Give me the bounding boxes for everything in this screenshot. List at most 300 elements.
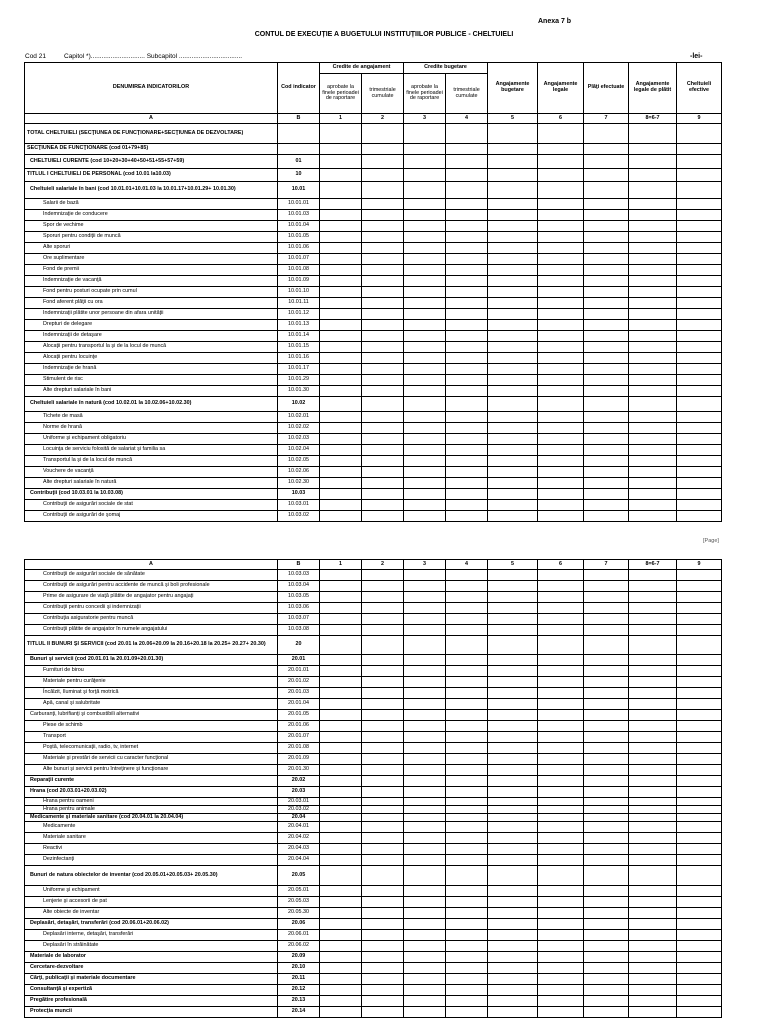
value-cell[interactable] xyxy=(362,974,404,985)
value-cell[interactable] xyxy=(446,776,488,787)
value-cell[interactable] xyxy=(584,423,629,434)
value-cell[interactable] xyxy=(629,603,677,614)
value-cell[interactable] xyxy=(538,592,584,603)
value-cell[interactable] xyxy=(629,287,677,298)
value-cell[interactable] xyxy=(538,199,584,210)
value-cell[interactable] xyxy=(488,298,538,309)
value-cell[interactable] xyxy=(404,806,446,814)
value-cell[interactable] xyxy=(320,489,362,500)
value-cell[interactable] xyxy=(404,342,446,353)
value-cell[interactable] xyxy=(629,412,677,423)
value-cell[interactable] xyxy=(446,276,488,287)
value-cell[interactable] xyxy=(488,787,538,798)
value-cell[interactable] xyxy=(404,254,446,265)
value-cell[interactable] xyxy=(362,169,404,182)
value-cell[interactable] xyxy=(629,511,677,522)
value-cell[interactable] xyxy=(446,412,488,423)
value-cell[interactable] xyxy=(446,814,488,822)
value-cell[interactable] xyxy=(404,985,446,996)
value-cell[interactable] xyxy=(404,276,446,287)
value-cell[interactable] xyxy=(538,765,584,776)
value-cell[interactable] xyxy=(362,254,404,265)
value-cell[interactable] xyxy=(584,765,629,776)
value-cell[interactable] xyxy=(538,182,584,199)
value-cell[interactable] xyxy=(629,814,677,822)
value-cell[interactable] xyxy=(446,423,488,434)
value-cell[interactable] xyxy=(677,844,722,855)
value-cell[interactable] xyxy=(404,478,446,489)
value-cell[interactable] xyxy=(584,581,629,592)
value-cell[interactable] xyxy=(629,776,677,787)
value-cell[interactable] xyxy=(629,677,677,688)
value-cell[interactable] xyxy=(538,721,584,732)
value-cell[interactable] xyxy=(320,511,362,522)
value-cell[interactable] xyxy=(488,434,538,445)
value-cell[interactable] xyxy=(488,603,538,614)
value-cell[interactable] xyxy=(584,182,629,199)
value-cell[interactable] xyxy=(677,210,722,221)
value-cell[interactable] xyxy=(404,666,446,677)
value-cell[interactable] xyxy=(584,908,629,919)
value-cell[interactable] xyxy=(584,787,629,798)
value-cell[interactable] xyxy=(320,199,362,210)
value-cell[interactable] xyxy=(584,124,629,144)
value-cell[interactable] xyxy=(446,144,488,155)
value-cell[interactable] xyxy=(446,298,488,309)
value-cell[interactable] xyxy=(488,320,538,331)
value-cell[interactable] xyxy=(320,375,362,386)
value-cell[interactable] xyxy=(677,688,722,699)
value-cell[interactable] xyxy=(629,581,677,592)
value-cell[interactable] xyxy=(488,732,538,743)
value-cell[interactable] xyxy=(538,445,584,456)
value-cell[interactable] xyxy=(404,996,446,1007)
value-cell[interactable] xyxy=(538,232,584,243)
value-cell[interactable] xyxy=(629,342,677,353)
value-cell[interactable] xyxy=(677,625,722,636)
value-cell[interactable] xyxy=(446,614,488,625)
value-cell[interactable] xyxy=(677,124,722,144)
value-cell[interactable] xyxy=(629,787,677,798)
value-cell[interactable] xyxy=(488,1007,538,1018)
value-cell[interactable] xyxy=(584,822,629,833)
value-cell[interactable] xyxy=(362,434,404,445)
value-cell[interactable] xyxy=(362,844,404,855)
value-cell[interactable] xyxy=(488,919,538,930)
value-cell[interactable] xyxy=(584,412,629,423)
value-cell[interactable] xyxy=(320,974,362,985)
value-cell[interactable] xyxy=(538,397,584,412)
value-cell[interactable] xyxy=(677,182,722,199)
value-cell[interactable] xyxy=(404,412,446,423)
value-cell[interactable] xyxy=(584,732,629,743)
value-cell[interactable] xyxy=(446,787,488,798)
value-cell[interactable] xyxy=(677,985,722,996)
value-cell[interactable] xyxy=(320,699,362,710)
value-cell[interactable] xyxy=(629,614,677,625)
value-cell[interactable] xyxy=(362,232,404,243)
value-cell[interactable] xyxy=(404,489,446,500)
value-cell[interactable] xyxy=(320,467,362,478)
value-cell[interactable] xyxy=(629,199,677,210)
value-cell[interactable] xyxy=(404,243,446,254)
value-cell[interactable] xyxy=(629,855,677,866)
value-cell[interactable] xyxy=(538,210,584,221)
value-cell[interactable] xyxy=(584,570,629,581)
value-cell[interactable] xyxy=(404,423,446,434)
value-cell[interactable] xyxy=(446,342,488,353)
value-cell[interactable] xyxy=(446,243,488,254)
value-cell[interactable] xyxy=(677,353,722,364)
value-cell[interactable] xyxy=(362,412,404,423)
value-cell[interactable] xyxy=(677,754,722,765)
value-cell[interactable] xyxy=(677,655,722,666)
value-cell[interactable] xyxy=(584,287,629,298)
value-cell[interactable] xyxy=(320,636,362,655)
value-cell[interactable] xyxy=(677,765,722,776)
value-cell[interactable] xyxy=(584,855,629,866)
value-cell[interactable] xyxy=(584,754,629,765)
value-cell[interactable] xyxy=(446,364,488,375)
value-cell[interactable] xyxy=(404,155,446,169)
value-cell[interactable] xyxy=(404,364,446,375)
value-cell[interactable] xyxy=(677,375,722,386)
value-cell[interactable] xyxy=(677,221,722,232)
value-cell[interactable] xyxy=(362,919,404,930)
value-cell[interactable] xyxy=(320,721,362,732)
value-cell[interactable] xyxy=(584,625,629,636)
value-cell[interactable] xyxy=(320,397,362,412)
value-cell[interactable] xyxy=(584,353,629,364)
value-cell[interactable] xyxy=(538,124,584,144)
value-cell[interactable] xyxy=(320,814,362,822)
value-cell[interactable] xyxy=(404,298,446,309)
value-cell[interactable] xyxy=(362,721,404,732)
value-cell[interactable] xyxy=(629,265,677,276)
value-cell[interactable] xyxy=(362,814,404,822)
value-cell[interactable] xyxy=(446,265,488,276)
value-cell[interactable] xyxy=(584,666,629,677)
value-cell[interactable] xyxy=(584,489,629,500)
value-cell[interactable] xyxy=(629,886,677,897)
value-cell[interactable] xyxy=(677,603,722,614)
value-cell[interactable] xyxy=(362,199,404,210)
value-cell[interactable] xyxy=(320,952,362,963)
value-cell[interactable] xyxy=(538,996,584,1007)
value-cell[interactable] xyxy=(320,798,362,806)
value-cell[interactable] xyxy=(488,155,538,169)
value-cell[interactable] xyxy=(488,655,538,666)
value-cell[interactable] xyxy=(677,232,722,243)
value-cell[interactable] xyxy=(446,677,488,688)
value-cell[interactable] xyxy=(629,364,677,375)
value-cell[interactable] xyxy=(488,765,538,776)
value-cell[interactable] xyxy=(362,806,404,814)
value-cell[interactable] xyxy=(584,210,629,221)
value-cell[interactable] xyxy=(677,996,722,1007)
value-cell[interactable] xyxy=(584,798,629,806)
value-cell[interactable] xyxy=(320,930,362,941)
value-cell[interactable] xyxy=(677,456,722,467)
value-cell[interactable] xyxy=(362,221,404,232)
value-cell[interactable] xyxy=(629,456,677,467)
value-cell[interactable] xyxy=(677,287,722,298)
value-cell[interactable] xyxy=(404,614,446,625)
value-cell[interactable] xyxy=(677,199,722,210)
value-cell[interactable] xyxy=(404,375,446,386)
value-cell[interactable] xyxy=(488,952,538,963)
value-cell[interactable] xyxy=(629,478,677,489)
value-cell[interactable] xyxy=(629,930,677,941)
value-cell[interactable] xyxy=(488,710,538,721)
value-cell[interactable] xyxy=(488,814,538,822)
value-cell[interactable] xyxy=(584,1007,629,1018)
value-cell[interactable] xyxy=(677,919,722,930)
value-cell[interactable] xyxy=(320,276,362,287)
value-cell[interactable] xyxy=(320,243,362,254)
value-cell[interactable] xyxy=(677,677,722,688)
value-cell[interactable] xyxy=(488,754,538,765)
value-cell[interactable] xyxy=(488,963,538,974)
value-cell[interactable] xyxy=(629,397,677,412)
value-cell[interactable] xyxy=(446,822,488,833)
value-cell[interactable] xyxy=(488,276,538,287)
value-cell[interactable] xyxy=(320,581,362,592)
value-cell[interactable] xyxy=(446,221,488,232)
value-cell[interactable] xyxy=(404,814,446,822)
value-cell[interactable] xyxy=(362,655,404,666)
value-cell[interactable] xyxy=(488,144,538,155)
value-cell[interactable] xyxy=(629,699,677,710)
value-cell[interactable] xyxy=(320,169,362,182)
value-cell[interactable] xyxy=(404,221,446,232)
value-cell[interactable] xyxy=(629,806,677,814)
value-cell[interactable] xyxy=(362,467,404,478)
value-cell[interactable] xyxy=(488,688,538,699)
value-cell[interactable] xyxy=(584,342,629,353)
value-cell[interactable] xyxy=(629,298,677,309)
value-cell[interactable] xyxy=(404,855,446,866)
value-cell[interactable] xyxy=(538,276,584,287)
value-cell[interactable] xyxy=(404,287,446,298)
value-cell[interactable] xyxy=(446,155,488,169)
value-cell[interactable] xyxy=(488,478,538,489)
value-cell[interactable] xyxy=(446,710,488,721)
value-cell[interactable] xyxy=(404,331,446,342)
value-cell[interactable] xyxy=(446,397,488,412)
value-cell[interactable] xyxy=(538,423,584,434)
value-cell[interactable] xyxy=(320,614,362,625)
value-cell[interactable] xyxy=(629,721,677,732)
value-cell[interactable] xyxy=(538,298,584,309)
value-cell[interactable] xyxy=(362,1007,404,1018)
value-cell[interactable] xyxy=(320,710,362,721)
value-cell[interactable] xyxy=(362,985,404,996)
value-cell[interactable] xyxy=(362,592,404,603)
value-cell[interactable] xyxy=(446,897,488,908)
value-cell[interactable] xyxy=(677,732,722,743)
value-cell[interactable] xyxy=(677,776,722,787)
value-cell[interactable] xyxy=(320,787,362,798)
value-cell[interactable] xyxy=(362,445,404,456)
value-cell[interactable] xyxy=(584,434,629,445)
value-cell[interactable] xyxy=(488,182,538,199)
value-cell[interactable] xyxy=(538,155,584,169)
value-cell[interactable] xyxy=(488,677,538,688)
value-cell[interactable] xyxy=(538,625,584,636)
value-cell[interactable] xyxy=(488,743,538,754)
value-cell[interactable] xyxy=(488,375,538,386)
value-cell[interactable] xyxy=(488,511,538,522)
value-cell[interactable] xyxy=(404,897,446,908)
value-cell[interactable] xyxy=(584,844,629,855)
value-cell[interactable] xyxy=(584,500,629,511)
value-cell[interactable] xyxy=(320,456,362,467)
value-cell[interactable] xyxy=(538,919,584,930)
value-cell[interactable] xyxy=(538,342,584,353)
value-cell[interactable] xyxy=(488,822,538,833)
value-cell[interactable] xyxy=(677,855,722,866)
value-cell[interactable] xyxy=(320,765,362,776)
value-cell[interactable] xyxy=(538,265,584,276)
value-cell[interactable] xyxy=(446,500,488,511)
value-cell[interactable] xyxy=(538,666,584,677)
value-cell[interactable] xyxy=(446,603,488,614)
value-cell[interactable] xyxy=(538,467,584,478)
value-cell[interactable] xyxy=(404,603,446,614)
value-cell[interactable] xyxy=(629,833,677,844)
value-cell[interactable] xyxy=(538,806,584,814)
value-cell[interactable] xyxy=(404,636,446,655)
value-cell[interactable] xyxy=(404,677,446,688)
value-cell[interactable] xyxy=(362,886,404,897)
value-cell[interactable] xyxy=(404,765,446,776)
value-cell[interactable] xyxy=(404,710,446,721)
value-cell[interactable] xyxy=(538,974,584,985)
value-cell[interactable] xyxy=(362,144,404,155)
value-cell[interactable] xyxy=(538,655,584,666)
value-cell[interactable] xyxy=(320,743,362,754)
value-cell[interactable] xyxy=(404,397,446,412)
value-cell[interactable] xyxy=(488,221,538,232)
value-cell[interactable] xyxy=(538,866,584,886)
value-cell[interactable] xyxy=(584,221,629,232)
value-cell[interactable] xyxy=(584,320,629,331)
value-cell[interactable] xyxy=(488,364,538,375)
value-cell[interactable] xyxy=(362,688,404,699)
value-cell[interactable] xyxy=(584,985,629,996)
value-cell[interactable] xyxy=(538,353,584,364)
value-cell[interactable] xyxy=(538,941,584,952)
value-cell[interactable] xyxy=(320,603,362,614)
value-cell[interactable] xyxy=(538,144,584,155)
value-cell[interactable] xyxy=(362,500,404,511)
value-cell[interactable] xyxy=(404,886,446,897)
value-cell[interactable] xyxy=(446,581,488,592)
value-cell[interactable] xyxy=(446,309,488,320)
value-cell[interactable] xyxy=(320,625,362,636)
value-cell[interactable] xyxy=(584,511,629,522)
value-cell[interactable] xyxy=(404,467,446,478)
value-cell[interactable] xyxy=(677,386,722,397)
value-cell[interactable] xyxy=(446,331,488,342)
value-cell[interactable] xyxy=(488,614,538,625)
value-cell[interactable] xyxy=(538,776,584,787)
value-cell[interactable] xyxy=(446,636,488,655)
value-cell[interactable] xyxy=(629,743,677,754)
value-cell[interactable] xyxy=(629,754,677,765)
value-cell[interactable] xyxy=(538,930,584,941)
value-cell[interactable] xyxy=(584,776,629,787)
value-cell[interactable] xyxy=(629,866,677,886)
value-cell[interactable] xyxy=(320,941,362,952)
value-cell[interactable] xyxy=(538,489,584,500)
value-cell[interactable] xyxy=(320,844,362,855)
value-cell[interactable] xyxy=(629,592,677,603)
value-cell[interactable] xyxy=(488,592,538,603)
value-cell[interactable] xyxy=(362,732,404,743)
value-cell[interactable] xyxy=(629,974,677,985)
value-cell[interactable] xyxy=(362,287,404,298)
value-cell[interactable] xyxy=(584,144,629,155)
value-cell[interactable] xyxy=(362,822,404,833)
value-cell[interactable] xyxy=(446,743,488,754)
value-cell[interactable] xyxy=(320,155,362,169)
value-cell[interactable] xyxy=(538,952,584,963)
value-cell[interactable] xyxy=(446,1007,488,1018)
value-cell[interactable] xyxy=(584,952,629,963)
value-cell[interactable] xyxy=(446,655,488,666)
value-cell[interactable] xyxy=(584,710,629,721)
value-cell[interactable] xyxy=(538,636,584,655)
value-cell[interactable] xyxy=(584,445,629,456)
value-cell[interactable] xyxy=(629,919,677,930)
value-cell[interactable] xyxy=(446,798,488,806)
value-cell[interactable] xyxy=(362,353,404,364)
value-cell[interactable] xyxy=(488,169,538,182)
value-cell[interactable] xyxy=(538,963,584,974)
value-cell[interactable] xyxy=(538,688,584,699)
value-cell[interactable] xyxy=(488,908,538,919)
value-cell[interactable] xyxy=(677,397,722,412)
value-cell[interactable] xyxy=(584,276,629,287)
value-cell[interactable] xyxy=(362,866,404,886)
value-cell[interactable] xyxy=(584,331,629,342)
value-cell[interactable] xyxy=(584,814,629,822)
value-cell[interactable] xyxy=(629,221,677,232)
value-cell[interactable] xyxy=(446,254,488,265)
value-cell[interactable] xyxy=(488,265,538,276)
value-cell[interactable] xyxy=(538,320,584,331)
value-cell[interactable] xyxy=(404,182,446,199)
value-cell[interactable] xyxy=(320,309,362,320)
value-cell[interactable] xyxy=(584,232,629,243)
value-cell[interactable] xyxy=(404,265,446,276)
value-cell[interactable] xyxy=(320,221,362,232)
value-cell[interactable] xyxy=(320,776,362,787)
value-cell[interactable] xyxy=(538,614,584,625)
value-cell[interactable] xyxy=(677,412,722,423)
value-cell[interactable] xyxy=(584,155,629,169)
value-cell[interactable] xyxy=(320,386,362,397)
value-cell[interactable] xyxy=(629,331,677,342)
value-cell[interactable] xyxy=(488,581,538,592)
value-cell[interactable] xyxy=(488,570,538,581)
value-cell[interactable] xyxy=(446,866,488,886)
value-cell[interactable] xyxy=(629,489,677,500)
value-cell[interactable] xyxy=(488,806,538,814)
value-cell[interactable] xyxy=(362,489,404,500)
